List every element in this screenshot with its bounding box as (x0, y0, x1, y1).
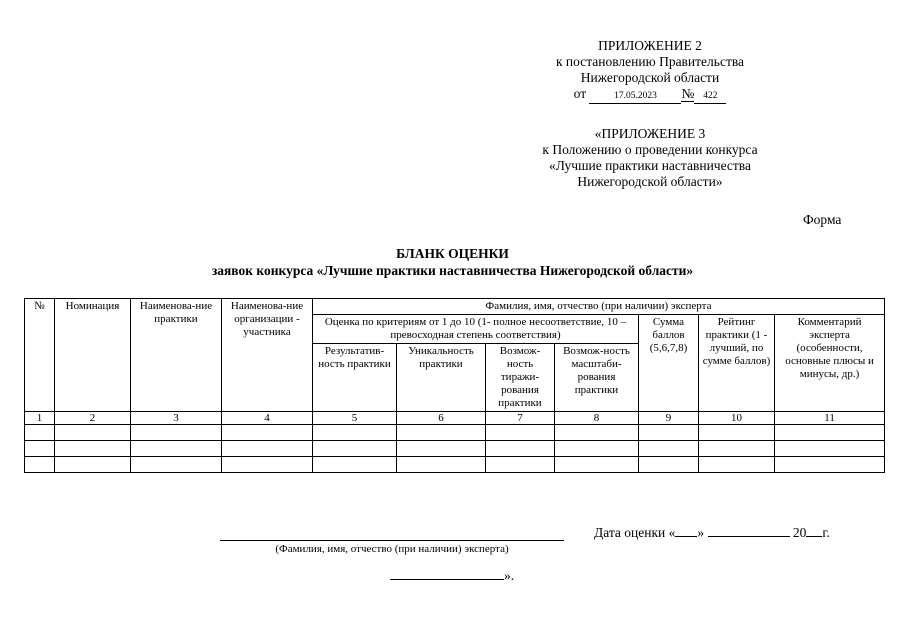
col-practice-header: Наименова-ние практики (131, 299, 222, 412)
date-prefix: Дата оценки « (594, 525, 676, 540)
column-number: 5 (313, 412, 397, 425)
closing-mark: ». (504, 568, 515, 583)
appendix-3-title: «ПРИЛОЖЕНИЕ 3 (594, 126, 706, 141)
header-row-1 (25, 299, 885, 315)
column-number: 6 (397, 412, 486, 425)
column-number: 1 (25, 412, 55, 425)
appendix-3-line4: Нижегородской области» (577, 174, 723, 189)
criteria-header: Оценка по критериям от 1 до 10 (1- полное несоответствие, 10 – превосходная степень соответствия) (313, 315, 639, 344)
column-number: 2 (55, 412, 131, 425)
criterion-result-header: Результатив-ность практики (313, 344, 397, 412)
document-subtitle: заявок конкурса «Лучшие практики наставничества Нижегородской области» (211, 263, 694, 278)
column-number: 8 (555, 412, 639, 425)
criterion-replicate-header: Возмож-ность тиражи-рования практики (486, 344, 555, 412)
decree-date: 17.05.2023 (589, 90, 681, 104)
appendix-2-title: ПРИЛОЖЕНИЕ 2 (598, 38, 702, 53)
appendix-2-date-line (515, 86, 785, 104)
col-sum-header: Сумма баллов (5,6,7,8) (639, 315, 699, 412)
form-label: Форма (803, 212, 842, 227)
criterion-unique-header: Уникальность практики (397, 344, 486, 412)
evaluation-date (594, 524, 830, 541)
appendix-2-line3: Нижегородской области (580, 70, 720, 85)
expert-name-header: Фамилия, имя, отчество (при наличии) эксперта (313, 299, 885, 315)
criterion-scale-header: Возмож-ность масштаби-рования практики (555, 344, 639, 412)
signature-caption: (Фамилия, имя, отчество (при наличии) эксперта) (275, 543, 509, 555)
document-title: БЛАНК ОЦЕНКИ (396, 246, 509, 261)
col-rating-header: Рейтинг практики (1 - лучший, по сумме баллов) (699, 315, 775, 412)
column-numbers-row (25, 412, 885, 425)
column-number: 7 (486, 412, 555, 425)
table-row (25, 425, 885, 441)
appendix-2-line2: к постановлению Правительства (555, 54, 745, 69)
column-number: 3 (131, 412, 222, 425)
evaluation-table (24, 298, 885, 473)
appendix-3-line2: к Положению о проведении конкурса (542, 142, 758, 157)
col-organization-header: Наименова-ние организации - участника (222, 299, 313, 412)
col-comment-header: Комментарий эксперта (особенности, основные плюсы и минусы, др.) (775, 315, 885, 412)
year-prefix: 20 (792, 525, 807, 540)
appendix-2-header (515, 38, 785, 104)
appendix-3-header (510, 126, 790, 190)
appendix-3-line3: «Лучшие практики наставничества (548, 158, 751, 173)
column-number: 4 (222, 412, 313, 425)
col-nomination-header: Номинация (55, 299, 131, 412)
closing-blank (390, 567, 504, 580)
from-label: от (573, 86, 587, 101)
month-blank (708, 524, 790, 537)
day-blank (675, 524, 697, 537)
closing-line (390, 567, 514, 584)
column-number: 10 (699, 412, 775, 425)
date-quote: » (697, 525, 705, 540)
year-suffix: г. (822, 525, 830, 540)
col-number-header: № (25, 299, 55, 412)
table-row (25, 441, 885, 457)
column-number: 9 (639, 412, 699, 425)
year-blank (806, 524, 822, 537)
number-label: № (681, 86, 695, 101)
decree-number: 422 (694, 90, 726, 104)
signature-line (220, 540, 564, 541)
column-number: 11 (775, 412, 885, 425)
table-row (25, 457, 885, 473)
